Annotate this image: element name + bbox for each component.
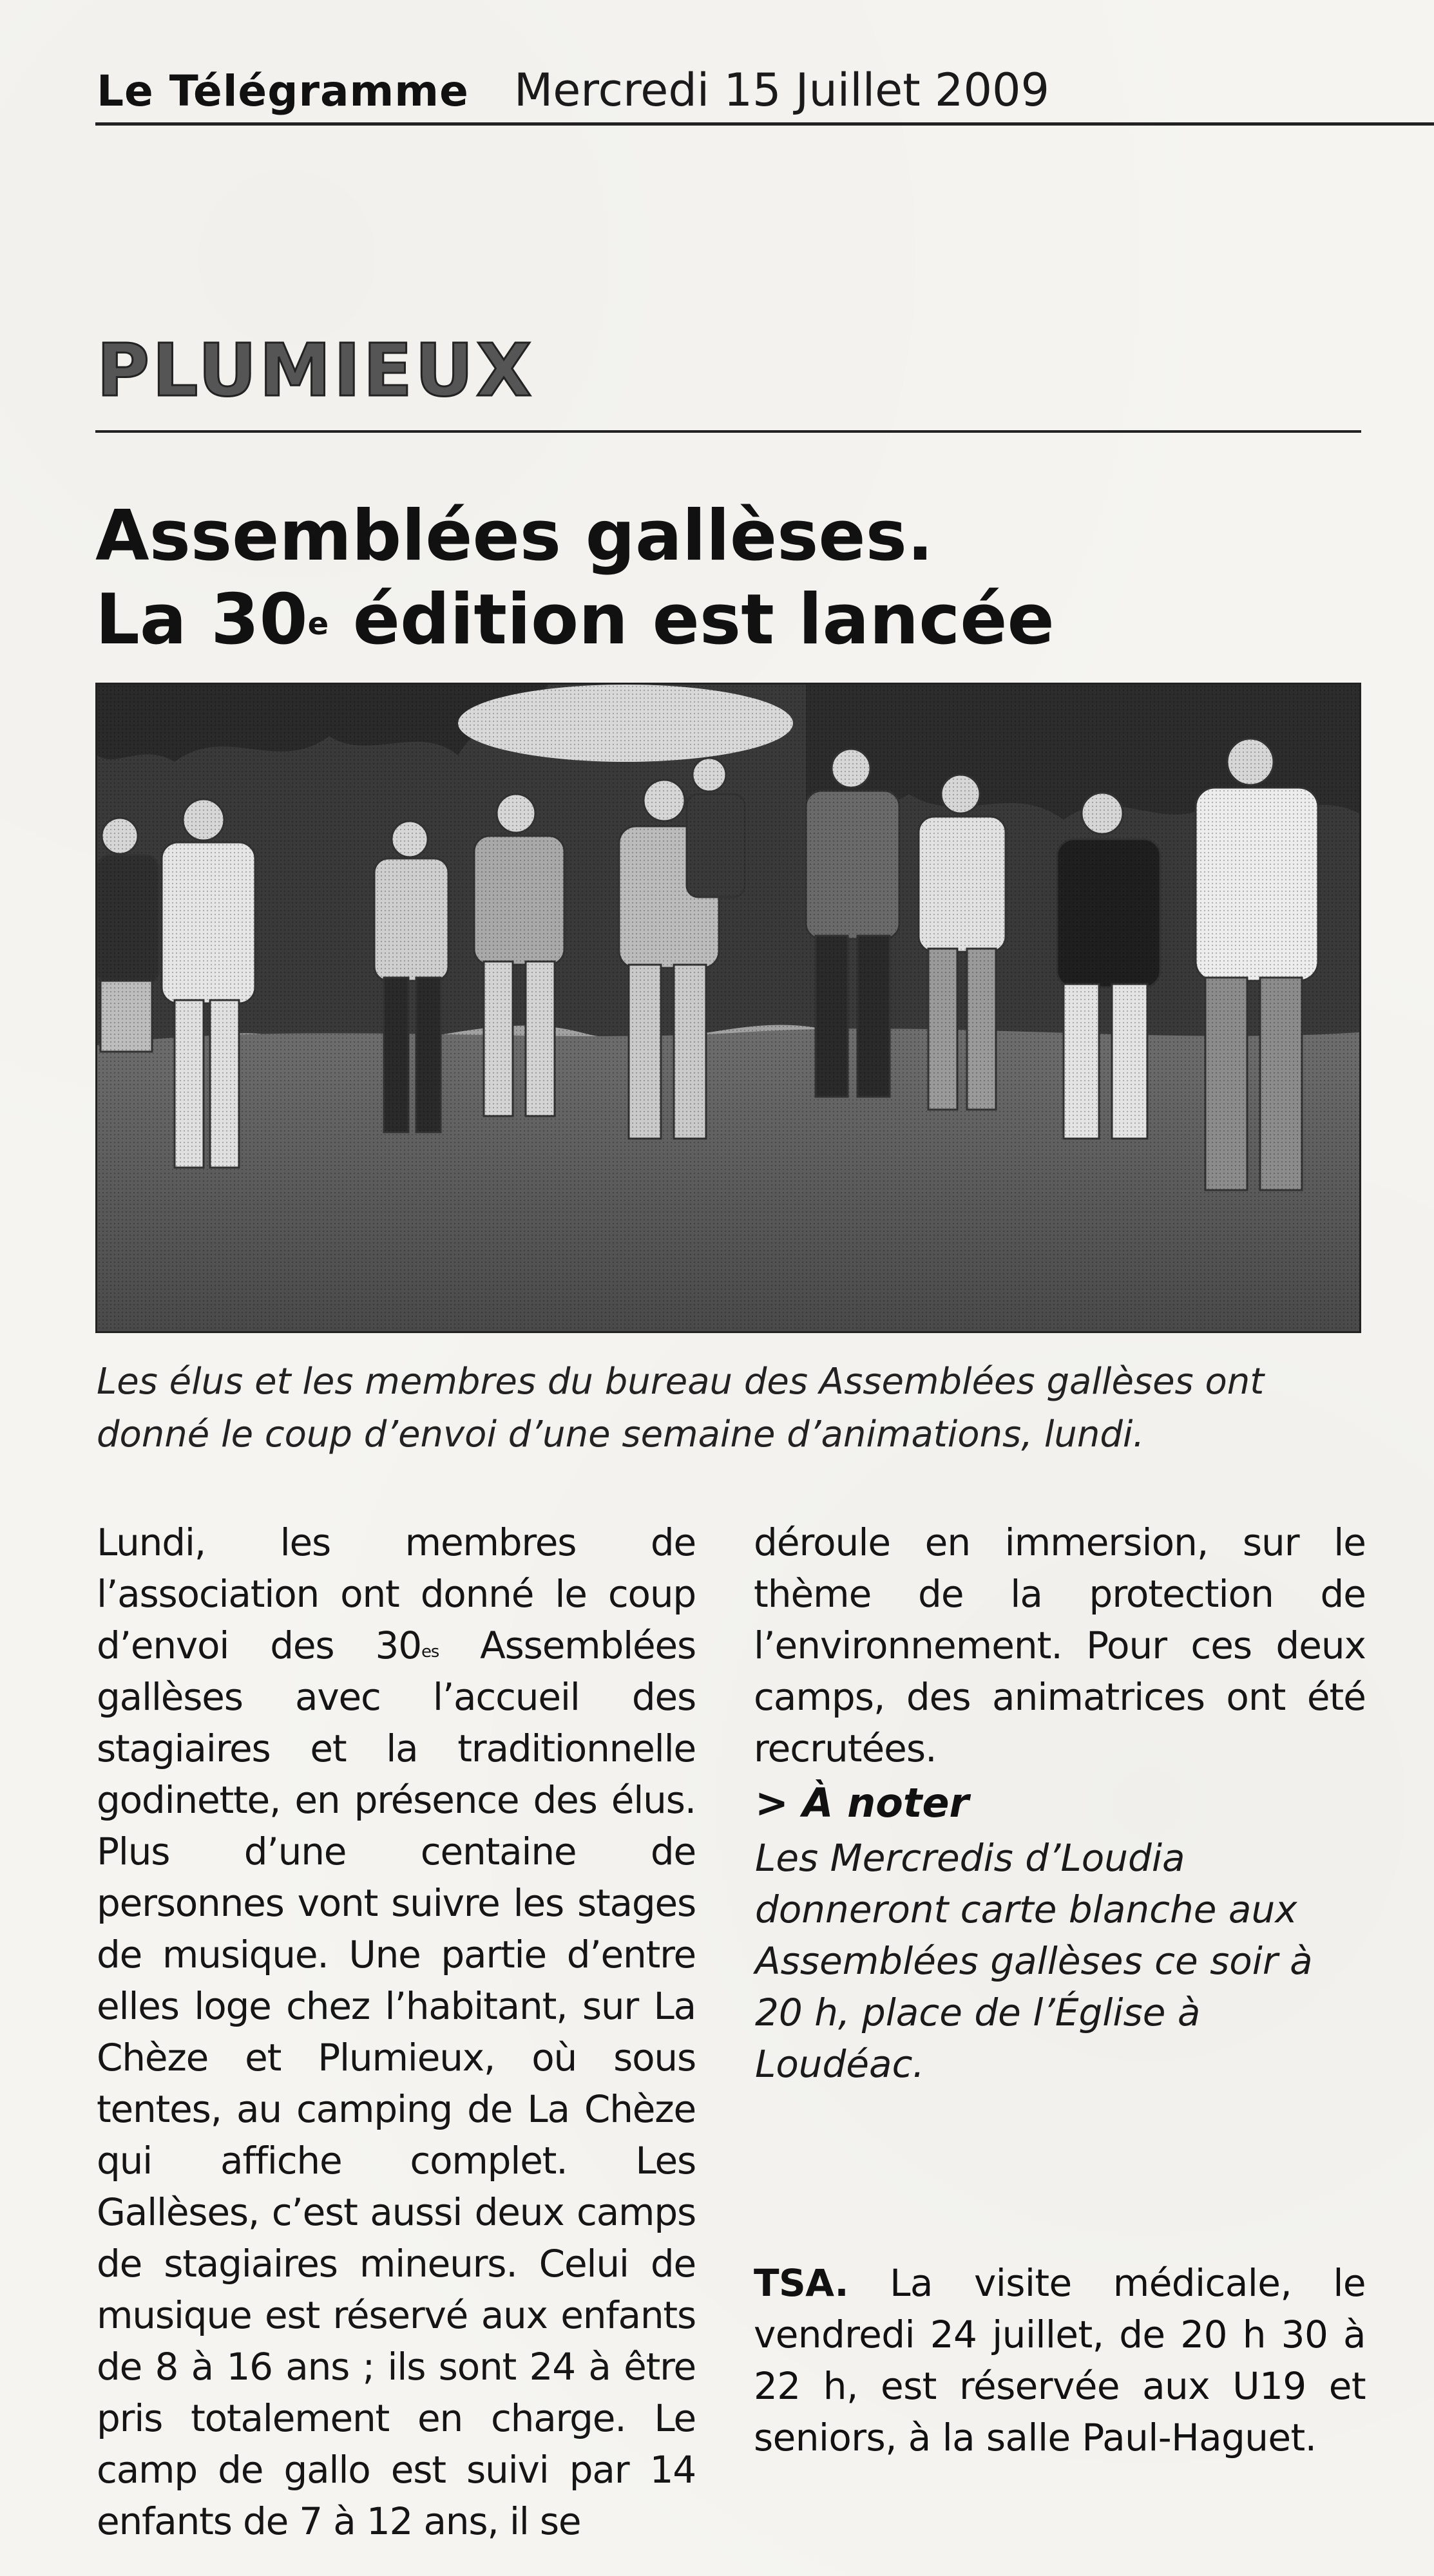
article-body-column-left: Lundi, les membres de l’association ont donné le coup d’envoi des $30^{es}$ Assemblées gallèses avec l’accueil des stagiaires et la traditionnelle godinette, en présence des élus. Plus d’une centaine de personnes vont suivre les stages de musique. Une partie d’entre elles loge chez l’habitant, sur La Chèze et Plumieux, où sous tentes, au camping de La Chèze qui affiche complet. Les Gallèses, c’est aussi deux camps de stagiaires mineurs. Celui de musique est réservé aux enfants de 8 à 16 ans ; ils sont 24 à être pris totalement en charge. Le camp de gallo est suivi par 14 enfants de 7 à 12 ans, il se [97, 1520, 696, 2543]
note-text: Les Mercredis d’Loudia donneront carte blanche aux Assemblées gallèses ce soir à 20 h, place de l’Église à Loudéac. [755, 1836, 1313, 2086]
masthead-rule [95, 122, 1434, 126]
article-headline [95, 495, 1352, 662]
tsa-text: La visite médicale, le vendredi 24 juillet, de 20 h 30 à 22 h, est réservée aux U19 et seniors, à la salle Paul-Haguet. [754, 2261, 1366, 2459]
tsa-label: TSA. [754, 2261, 848, 2305]
article-photo [95, 683, 1361, 1333]
headline-line-1: Assemblées gallèses. [95, 496, 933, 576]
article-body-column-right: déroule en immersion, sur le thème de la protection de l’environnement. Pour ces deux camps, des animatrices ont été recrutées. [754, 1520, 1366, 1770]
publication-date: Mercredi 15 Juillet 2009 [513, 64, 1050, 117]
section-rule [95, 430, 1361, 433]
photo-caption: Les élus et les membres du bureau des Assemblées gallèses ont donné le coup d’envoi d’une semaine d’animations, lundi. [97, 1361, 1265, 1455]
section-title: PLUMIEUX [97, 329, 535, 413]
group-photo-icon [97, 685, 1359, 1331]
headline-line-2: La 30e édition est lancée [95, 580, 1055, 660]
masthead [97, 35, 1434, 117]
newspaper-name: Le Télégramme [97, 66, 469, 116]
tsa-brief [754, 2257, 1366, 2463]
note-heading: > À noter [755, 1779, 970, 1826]
